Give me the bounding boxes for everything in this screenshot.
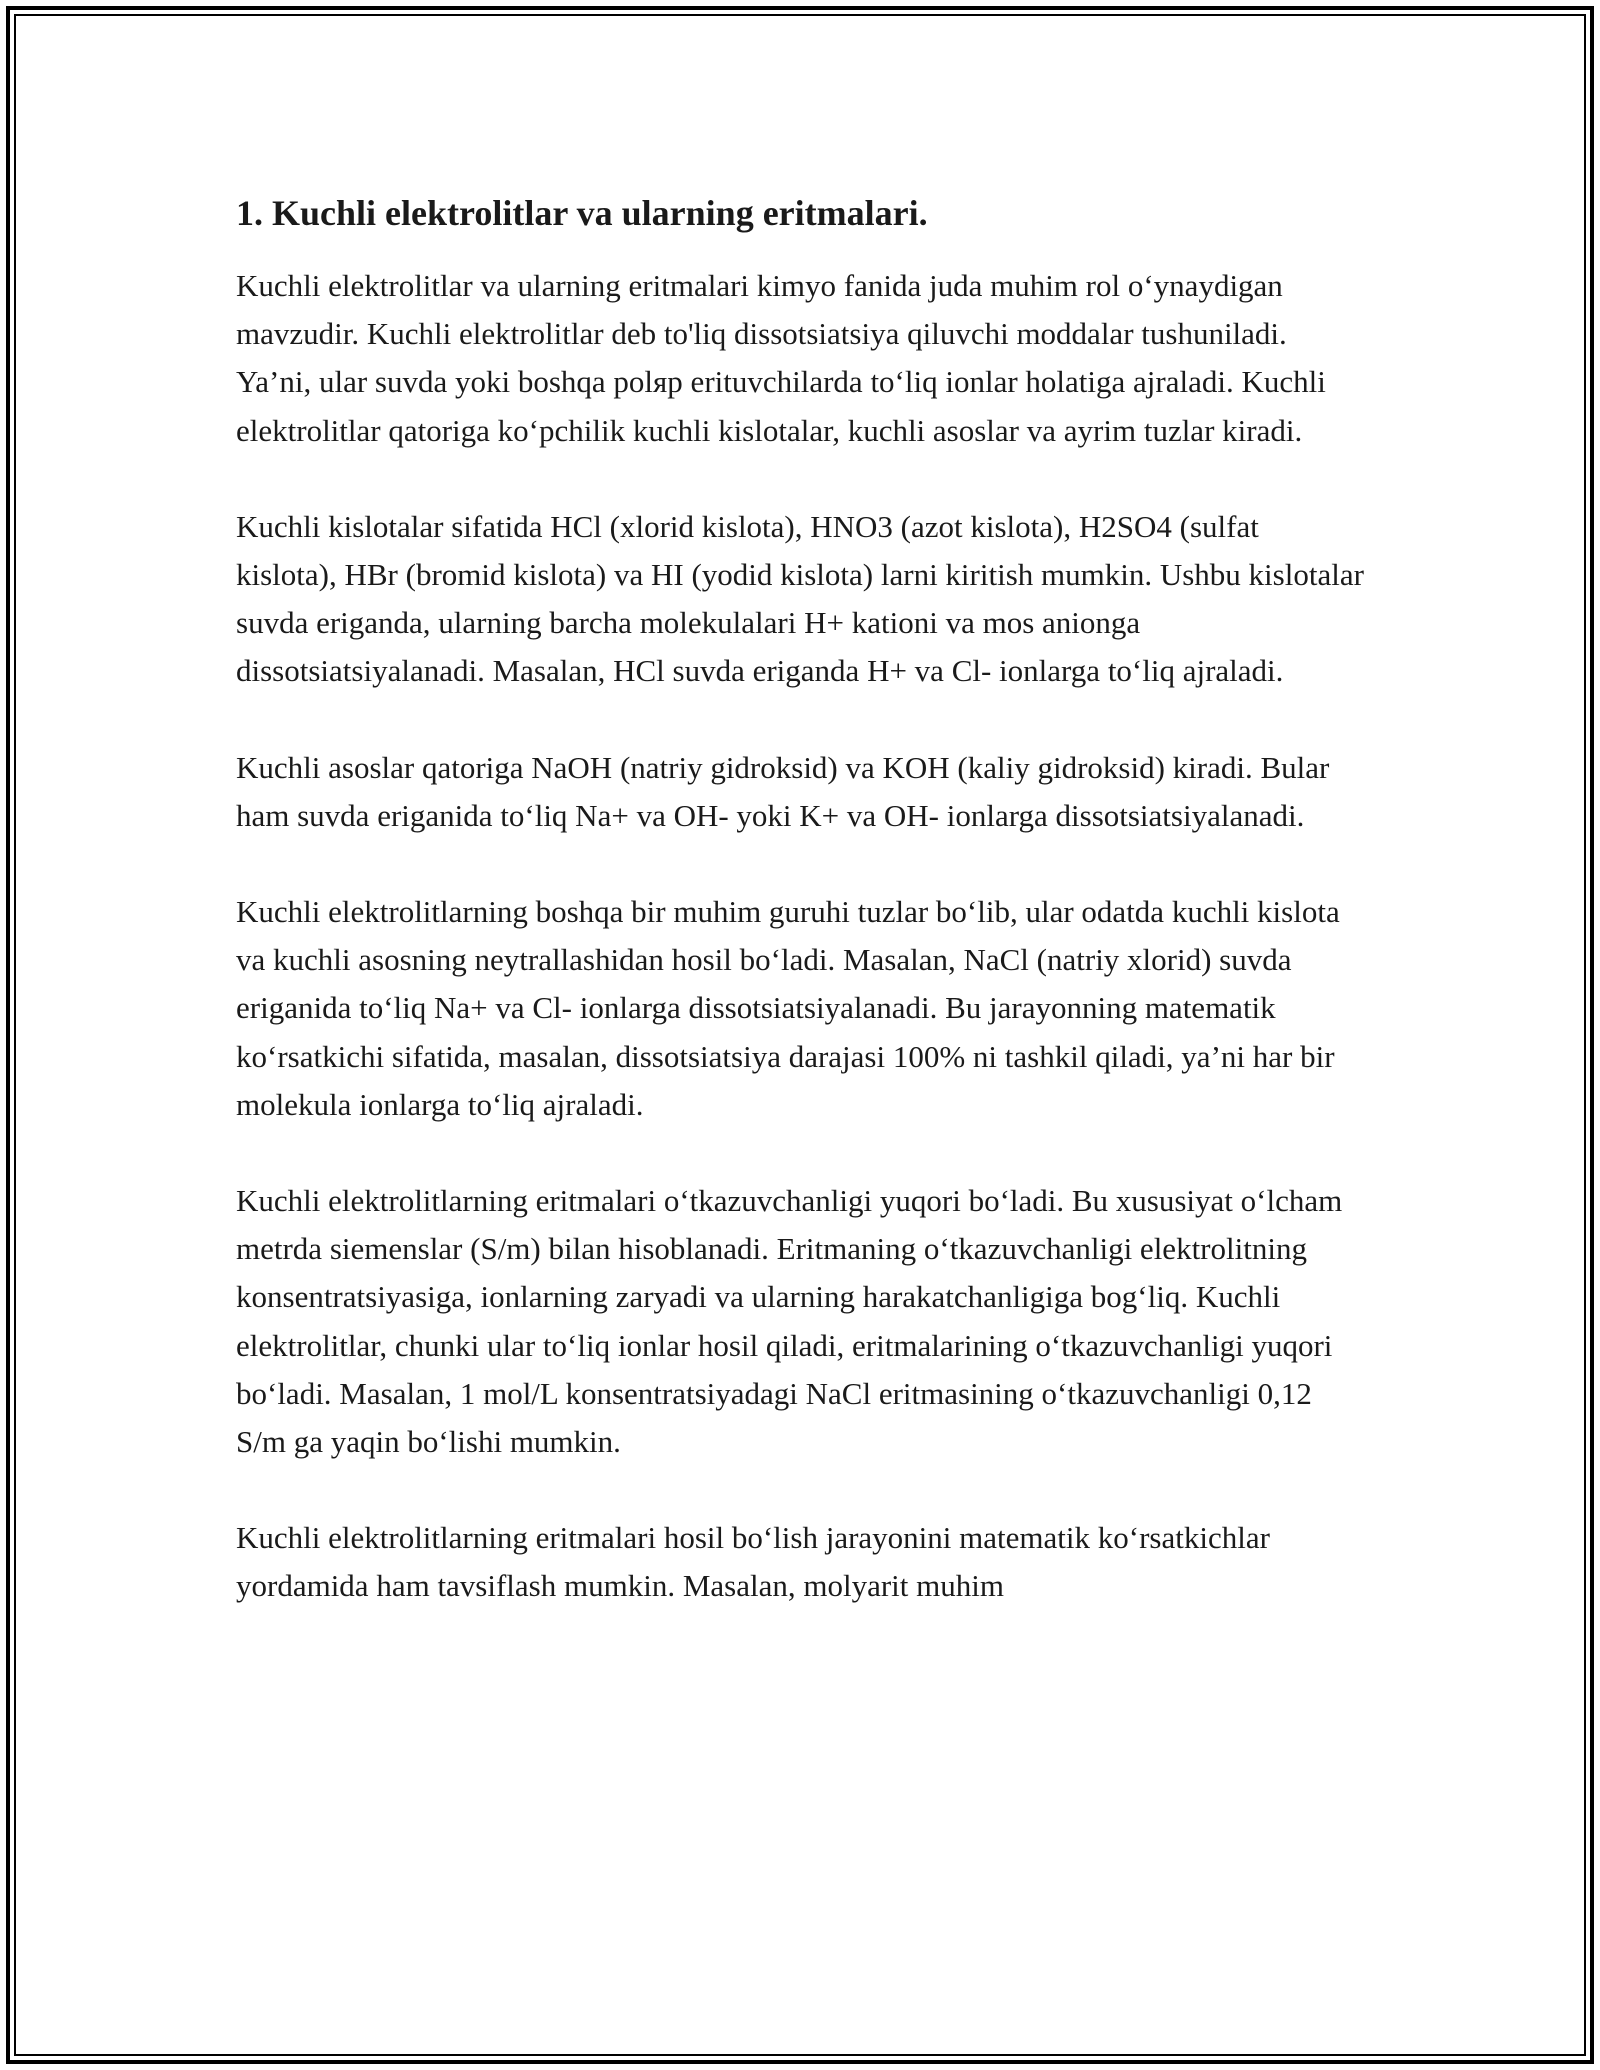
paragraph-conductivity: Kuchli elektrolitlarning eritmalari o‘tkazuvchanligi yuqori bo‘ladi. Bu xususiyat o‘lcham metrda siemenslar (S/m) bilan hisoblanadi. Eritmaning o‘tkazuvchanligi elektrolitning konsentratsiyasiga, ionlarning zaryadi va ularning harakatchanligiga bog‘liq. Kuchli elektrolitlar, chunki ular to‘liq ionlar hosil qiladi, eritmalarining o‘tkazuvchanligi yuqori bo‘ladi. Masalan, 1 mol/L konsentratsiyadagi NaCl eritmasining o‘tkazuvchanligi 0,12 S/m ga yaqin bo‘lishi mumkin. [236, 1183, 1343, 1460]
paragraph-formation: Kuchli elektrolitlarning eritmalari hosil bo‘lish jarayonini matematik ko‘rsatkichlar yordamida ham tavsiflash mumkin. Masalan, molyarit muhim [236, 1520, 1270, 1604]
paragraph-salts: Kuchli elektrolitlarning boshqa bir muhim guruhi tuzlar bo‘lib, ular odatda kuchli kislota va kuchli asosning neytrallashidan hosil bo‘ladi. Masalan, NaCl (natriy xlorid) suvda eriganida to‘liq Na+ va Cl- ionlarga dissotsiatsiyalanadi. Bu jarayonning matematik ko‘rsatkichi sifatida, masalan, dissotsiatsiya darajasi 100% ni tashkil qiladi, ya’ni har bir molekula ionlarga to‘liq ajraladi. [236, 894, 1340, 1122]
paragraph-strong-bases: Kuchli asoslar qatoriga NaOH (natriy gidroksid) va KOH (kaliy gidroksid) kiradi. Bular ham suvda eriganida to‘liq Na+ va OH- yoki K+ va OH- ionlarga dissotsiatsiyalanadi. [236, 749, 1330, 833]
paragraph-strong-acids: Kuchli kislotalar sifatida HCl (xlorid kislota), HNO3 (azot kislota), H2SO4 (sulfat kislota), HBr (bromid kislota) va HI (yodid kislota) larni kiritish mumkin. Ushbu kislotalar suvda eriganda, ularning barcha molekulalari H+ kationi va mos anionga dissotsiatsiyalanadi. Masalan, HCl suvda eriganda H+ va Cl- ionlarga to‘liq ajraladi. [236, 508, 1364, 689]
document-body [236, 186, 1366, 1659]
section-heading: 1. Kuchli elektrolitlar va ularning eritmalari. [236, 193, 928, 233]
paragraph-intro: Kuchli elektrolitlar va ularning eritmalari kimyo fanida juda muhim rol o‘ynaydigan mavzudir. Kuchli elektrolitlar deb to'liq dissotsiatsiya qiluvchi moddalar tushuniladi. Ya’ni, ular suvda yoki boshqa polяр erituvchilarda to‘liq ionlar holatiga ajraladi. Kuchli elektrolitlar qatoriga ko‘pchilik kuchli kislotalar, kuchli asoslar va ayrim tuzlar kiradi. [236, 268, 1326, 448]
